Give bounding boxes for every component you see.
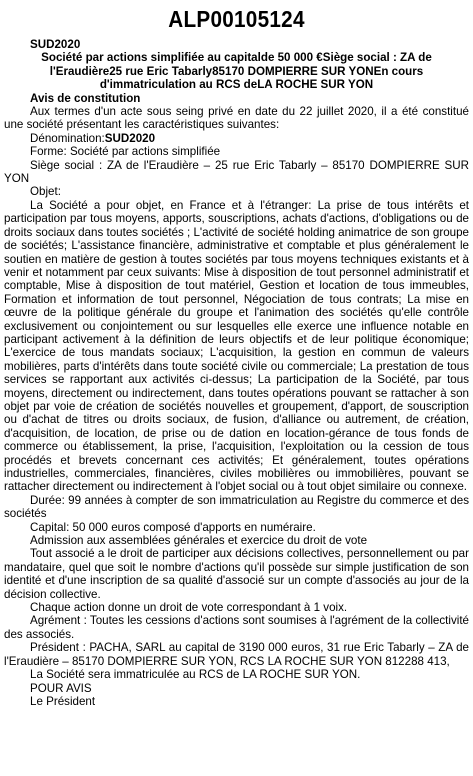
agrement: Agrément : Toutes les cessions d'actions sont soumises à l'agrément de la collectivité des associés. (4, 614, 469, 641)
admission: Admission aux assemblées générales et exercice du droit de vote (30, 534, 368, 548)
vote-rights: Tout associé a le droit de participer aux décisions collectives, personnellement ou par mandataire, quel que soit le nombre d'actions qu'il possède sur simple justification de son identité et d'une inscription de sa qualité d'associé sur un compte d'associés au jour de la décision collective. (4, 547, 469, 601)
siege-social: Siège social : ZA de l'Eraudière – 25 rue Eric Tabarly – 85170 DOMPIERRE SUR YON (4, 158, 469, 186)
objet-text: La Société a pour objet, en France et à l'étranger: La prise de tous intérêts et participation par tous moyens, apports, souscriptions, achats d'actions, d'obligations ou de droits sociaux dans toutes sociétés ; L'activité de société holding animatrice de son groupe de sociétés; L'assistance financière, administrative et comptable et plus généralement le soutien en matière de gestion à toutes sociétés par tous moyens techniques existants et à venir et notamment par ceux suivants: Mise à disposition de tout personnel administratif et comptable, Mise à disposition de tout matériel, Gestion et location de tous immeubles, Formation et information de tout personnel, Négociation de tous contrats; La mise en œuvre de la politique générale du groupe et l'animation des sociétés qu'elle contrôle exclusivement ou conjointement ou sur lesquelles elle exerce une influence notable en participant activement à la définition de leurs objectifs et de leur politique économique; L'exercice de tous mandats sociaux; L'acquisition, la gestion en commun de valeurs mobilières, parts d'intérêts dans toute société civile ou commerciale; La prestation de tous services se rapportant aux activités ci-dessus; La participation de la Société, par tous moyens, directement ou indirectement, dans toutes opérations pouvant se rattacher à son objet par voie de création de sociétés nouvelles et groupement, d'apport, de souscription ou d'achat de titres ou droits sociaux, de fusion, d'alliance ou autrement, de création, d'acquisition, de location, de prise ou de dation en location-gérance de tous fonds de commerce ou établissement, la prise, l'acquisition, l'exploitation ou la cession de tous procédés et brevets concernant ces activités; Et généralement, toutes opérations industrielles, commerciales, financières, civiles mobilières ou immobilières, pouvant se rattacher directement ou indirectement à l'objet social ou à tout objet similaire ou connexe. (4, 198, 469, 494)
forme: Forme: Société par actions simplifiée (30, 145, 221, 159)
company-short-name: SUD2020 (30, 38, 81, 51)
signature: Le Président (30, 694, 96, 708)
one-vote: Chaque action donne un droit de vote correspondant à 1 voix. (30, 601, 348, 615)
denomination (4, 132, 469, 145)
denomination-value: SUD2020 (104, 131, 156, 145)
denomination-label: Dénomination: (30, 131, 105, 145)
objet-label: Objet: (30, 185, 61, 199)
intro-paragraph: Aux termes d'un acte sous seing privé en date du 22 juillet 2020, il a été constitué une société présentant les caractéristiques suivantes: (4, 105, 469, 132)
notice-title: Avis de constitution (30, 91, 141, 105)
notice-reference: ALP00105124 (168, 6, 305, 32)
president: Président : PACHA, SARL au capital de 3190 000 euros, 31 rue Eric Tabarly – ZA de l'Eraudière – 85170 DOMPIERRE SUR YON, RCS LA ROCHE SUR YON 812288 413, (4, 641, 469, 668)
immatriculation: La Société sera immatriculée au RCS de LA ROCHE SUR YON. (30, 668, 361, 682)
company-header: Société par actions simplifiée au capitalde 50 000 €Siège social : ZA de l'Eraudière25 rue Eric Tabarly85170 DOMPIERRE SUR YONEn cours d'immatriculation au RCS deLA ROCHE SUR YON (41, 51, 432, 92)
capital: Capital: 50 000 euros composé d'apports en numéraire. (30, 520, 316, 534)
pour-avis: POUR AVIS (30, 681, 92, 695)
duree: Durée: 99 années à compter de son immatriculation au Registre du commerce et des sociétés (4, 493, 469, 521)
